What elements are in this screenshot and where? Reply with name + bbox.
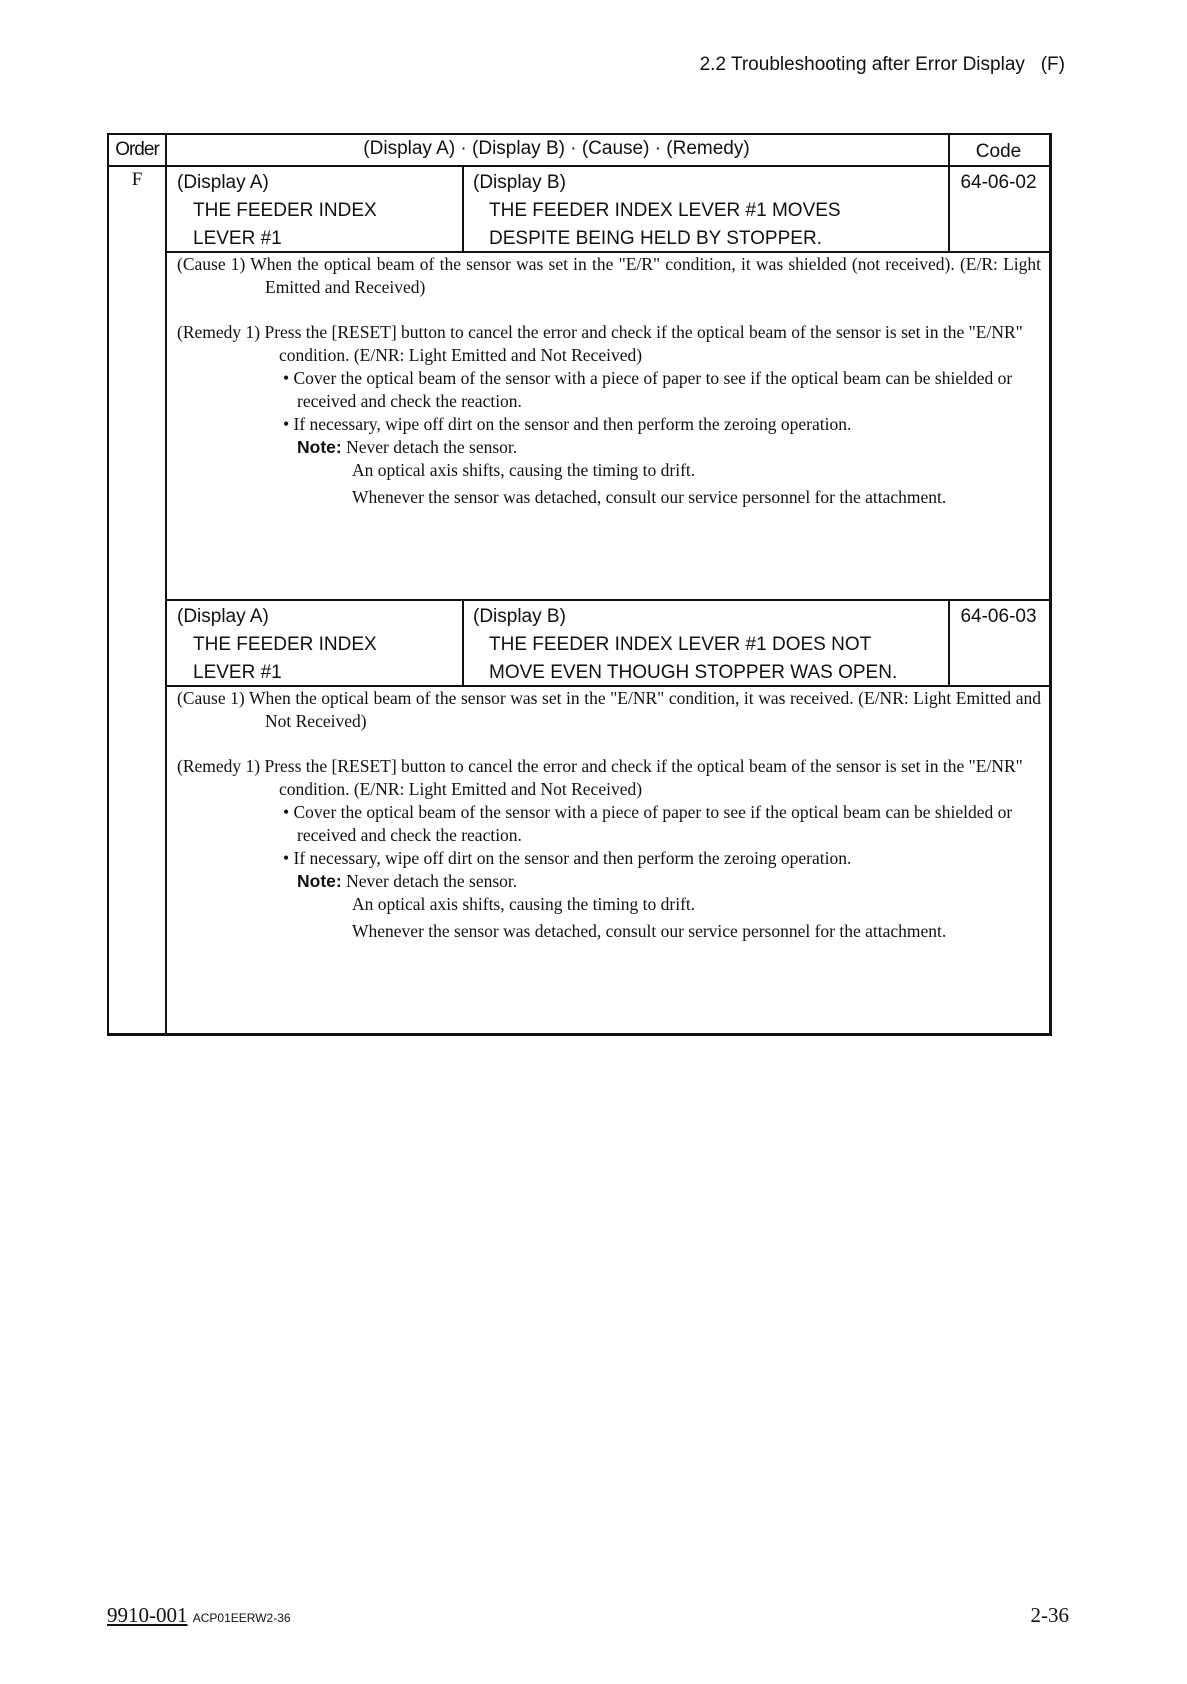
error-code: 64-06-02	[960, 172, 1037, 193]
display-a-text: THE FEEDER INDEX	[193, 634, 377, 655]
display-b	[473, 169, 841, 253]
display-a	[177, 603, 377, 687]
remedy-bullet: • Cover the optical beam of the sensor with a piece of paper to see if the optical beam can be shielded or received and check the reaction.	[283, 368, 1013, 411]
display-divider	[462, 599, 464, 685]
order-value: F	[131, 169, 143, 190]
remedy-bullet: • If necessary, wipe off dirt on the sensor and then perform the zeroing operation.	[283, 848, 852, 868]
display-a-label: (Display A)	[177, 606, 269, 627]
row-divider	[165, 599, 1049, 601]
display-b-label: (Display B)	[473, 172, 566, 193]
display-b-text: MOVE EVEN THOUGH STOPPER WAS OPEN.	[489, 662, 898, 683]
display-a-text: LEVER #1	[193, 662, 282, 683]
note-text: Whenever the sensor was detached, consult our service personnel for the attachment.	[352, 487, 947, 507]
cause-remedy-block	[177, 253, 1041, 509]
display-b-label: (Display B)	[473, 606, 566, 627]
section-letter: (F)	[1040, 54, 1065, 75]
note	[177, 870, 1041, 893]
content-header: (Display A) · (Display B) · (Cause) · (Remedy)	[363, 138, 750, 159]
note-label: Note:	[297, 871, 342, 891]
display-a-text: THE FEEDER INDEX	[193, 200, 377, 221]
display-b-text: THE FEEDER INDEX LEVER #1 DOES NOT	[489, 634, 872, 655]
doc-number: 9910-001	[107, 1603, 188, 1627]
note-text: Never detach the sensor.	[341, 437, 518, 457]
note-text: An optical axis shifts, causing the timing to drift.	[352, 460, 696, 480]
cause-text: (Cause 1) When the optical beam of the sensor was set in the "E/NR" condition, it was received. (E/NR: Light Emitted and Not Received)	[177, 688, 1041, 731]
cause-text: (Cause 1) When the optical beam of the sensor was set in the "E/R" condition, it was shielded (not received). (E/R: Light Emitted and Received)	[177, 254, 1041, 297]
display-b	[473, 603, 897, 687]
error-code: 64-06-03	[960, 606, 1037, 627]
cause-remedy-block	[177, 687, 1041, 943]
remedy-bullet: • If necessary, wipe off dirt on the sensor and then perform the zeroing operation.	[283, 414, 852, 434]
page-number: 2-36	[1030, 1603, 1069, 1627]
display-a-text: LEVER #1	[193, 228, 282, 249]
display-b-text: DESPITE BEING HELD BY STOPPER.	[489, 228, 822, 249]
remedy-bullet: • Cover the optical beam of the sensor with a piece of paper to see if the optical beam can be shielded or received and check the reaction.	[283, 802, 1013, 845]
code-header: Code	[975, 141, 1022, 162]
doc-code: ACP01EERW2-36	[192, 1611, 291, 1625]
order-header: Order	[115, 139, 159, 160]
footer-doc-id	[107, 1603, 291, 1628]
display-b-text: THE FEEDER INDEX LEVER #1 MOVES	[489, 200, 841, 221]
note-label: Note:	[297, 437, 342, 457]
display-divider	[462, 165, 464, 251]
note-text: An optical axis shifts, causing the timing to drift.	[352, 894, 696, 914]
section-header	[700, 54, 1065, 76]
remedy-text: (Remedy 1) Press the [RESET] button to cancel the error and check if the optical beam of the sensor is set in the "E/NR" condition. (E/NR: Light Emitted and Not Received)	[177, 756, 1023, 799]
note-text: Whenever the sensor was detached, consult our service personnel for the attachment.	[352, 921, 947, 941]
section-title: 2.2 Troubleshooting after Error Display	[699, 54, 1025, 75]
order-column-divider	[165, 135, 167, 1033]
note-text: Never detach the sensor.	[341, 871, 518, 891]
header-divider	[109, 165, 1049, 167]
display-a-label: (Display A)	[177, 172, 269, 193]
troubleshooting-table	[107, 133, 1052, 1036]
note	[177, 436, 1041, 459]
remedy-text: (Remedy 1) Press the [RESET] button to cancel the error and check if the optical beam of the sensor is set in the "E/NR" condition. (E/NR: Light Emitted and Not Received)	[177, 322, 1023, 365]
display-a	[177, 169, 377, 253]
